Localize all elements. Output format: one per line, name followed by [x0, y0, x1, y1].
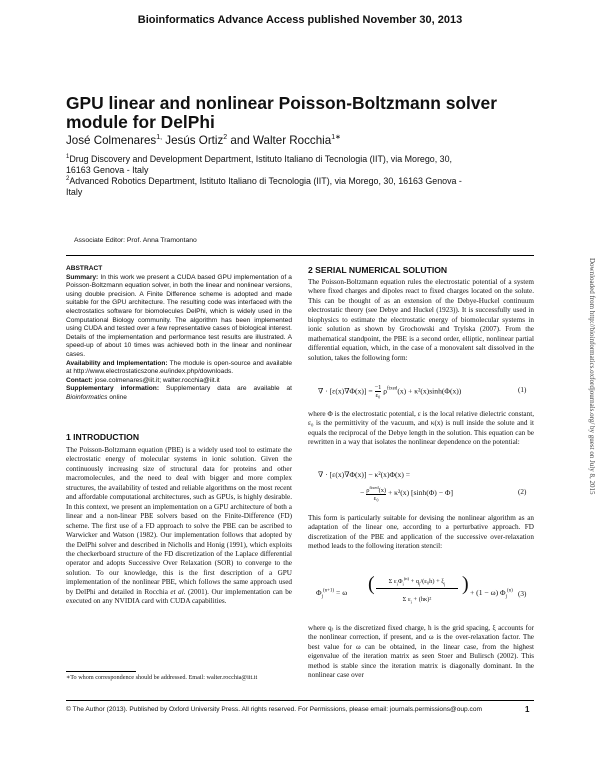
- equation-number: (2): [518, 488, 527, 496]
- serial-p1: The Poisson-Boltzmann equation rules the electrostatic potential of a system where fixed charges and dipoles react to fixed charges located on the solute. This can be thought of as an extension of the Debye-Huckel continuum electrostatic theory (see Debye and Huckel (1923)). It is successfully used in biophysics to estimate the electrostatic energy of biomolecular systems in ionic solution as shown by Grochowski and Trylska (2007). From the mathematical standpoint, the PBE is a second order, elliptic, nonlinear partial differential equation, which, in the case of a monovalent salt dissolved in the solution, takes the following form:: [308, 278, 534, 362]
- affiliation-num: 2: [66, 176, 70, 182]
- affiliation-text: Drug Discovery and Development Department, Istituto Italiano di Tecnologia (IIT), via Morego, 30, 16163 Genova - Italy: [66, 153, 452, 175]
- author-and: and: [230, 133, 250, 147]
- contact-label: Contact:: [66, 376, 93, 384]
- supp-label: Supplementary information:: [66, 385, 160, 393]
- summary-text: In this work we present a CUDA based GPU implementation of a Poisson-Boltzmann equation solver, in both the linear and nonlinear versions, using double precision. A Finite Difference scheme is adopted and made suitable for the GPU architecture. The resulting code was interfaced with the electrostatics software for biomolecules DelPhi, which is widely used in the Computational Biology community. The algorithm has been implemented using CUDA and tested over a few representative cases of biological interest. Details of the implementation and performance test results are illustrated. A speed-up of about 10 times was achieved both in the linear and nonlinear cases.: [66, 273, 292, 358]
- supp-journal: Bioinformatics: [66, 393, 108, 401]
- paper-title: GPU linear and nonlinear Poisson-Boltzmann solver module for DelPhi: [66, 93, 497, 132]
- affiliation-text: Advanced Robotics Department, Istituto Italiano di Tecnologia (IIT), via Morego, 30, 16163 Genova - Italy: [66, 175, 462, 197]
- affiliation-num: 1: [66, 154, 70, 160]
- summary-label: Summary:: [66, 273, 99, 281]
- availability-text: The module is open-source and available at http://www.electrostaticszone.eu/index.php/downloads.: [66, 359, 292, 376]
- footnote: ∗To whom correspondence should be addressed. Email: walter.rocchia@iit.it: [66, 674, 258, 681]
- intro-body: [66, 446, 292, 607]
- equation-number: (1): [518, 386, 527, 394]
- contact-text: jose.colmenares@iit.it; walter.rocchia@iit.it: [94, 376, 220, 384]
- author: Walter Rocchia: [253, 133, 332, 147]
- intro-text-end: (2001). Our implementation can be executed on any NVIDIA card with CUDA capabilities.: [66, 587, 293, 606]
- author-list: [66, 133, 341, 147]
- download-note-text[interactable]: Downloaded from http://bioinformatics.oxfordjournals.org/ by guest on July 8, 2015: [588, 258, 596, 495]
- section-heading: 1 INTRODUCTION: [66, 432, 140, 442]
- author-sup: 2: [223, 134, 228, 141]
- associate-editor: Associate Editor: Prof. Anna Tramontano: [74, 237, 197, 244]
- intro-text: The Poisson-Boltzmann equation (PBE) is a widely used tool to estimate the electrostatic energy of molecular systems in ionic solution. Given the continuously increasing size of structural data for proteins and other macromolecules, and the need to deal with bigger and more complex structures, the availability of tested and reliable algorithms on the most recent and affordable computational architectures, such as GPUs, is highly desirable. In this context, we present an implementation on a GPU architecture of both a linear and a non-linear PBE solvers based on the Finite-Difference (FD) scheme. The first use of a FD approach to solve the PBE can be ascribed to Warwicker and Watson (1982). Our implementation follows that adopted by the DelPhi solver and described in Nicholls and Honig (1991), which exploits the checkerboard structure of the FD discretization of the Laplace differential operator and adopts Successive Over Relaxation (SOR) to converge to the solution. To our knowledge, this is the first description of a GPU implementation of the nonlinear PBE, which follows the same approach used by DelPhi and detailed in Rocchia: [66, 446, 292, 596]
- affiliation: [66, 174, 466, 198]
- copyright: © The Author (2013). Published by Oxford University Press. All rights reserved. For Permissions, please email: journals.permissions@oup.com: [66, 706, 483, 713]
- equation-2: ∇ · [ε(x)∇Φ(x)] − κ²(x)Φ(x) = − $\rho^{fixed}(x)$ ε₀ + κ²(x) [sinh(Φ) − Φ]: [318, 470, 453, 503]
- author: José Colmenares: [66, 133, 157, 147]
- author-sup: 1,: [156, 134, 163, 141]
- footnote-rule: [66, 671, 136, 672]
- serial-p4: where qⱼ is the discretized fixed charge, h is the grid spacing, ξ accounts for the nonlinear correction, if present, and ω is the over-relaxation factor. The best value for ω can be obtained, in the linear case, from the highest eigenvalue of the iteration matrix as seen Stoer and Bulirsch (2002). This method is stable since the iteration matrix is diagonally dominant. In the nonlinear case over: [308, 624, 534, 680]
- equation-1: ∇ · [ε(x)∇Φ(x)] = $\frac{-1}{\text{ε₀}}$ $\rho^{fixed}(x) + \kappa^2(x)\sinh(\Phi(x))$: [318, 384, 462, 399]
- journal-header: Bioinformatics Advance Access published November 30, 2013: [137, 14, 463, 26]
- download-note: [586, 258, 596, 643]
- footer-rule: [66, 700, 534, 701]
- author-sup: 1∗: [331, 134, 341, 141]
- intro-etal: et al.: [170, 587, 186, 596]
- equation-3: $\Phi_j^{(n+1)} = \omega$ ( Σ $\varepsilon_i\Phi_i^{(n)} + q_j/(\varepsilon_0h) + \xi_j$ Σ $\varepsilon_i + (h\kappa)^2$ ) + (1 − ω) $\Phi_j^{(n)}$: [316, 573, 513, 605]
- divider: [66, 255, 534, 256]
- serial-p3: This form is particularly suitable for devising the nonlinear algorithm as an adaptation of the linear one, according to a perturbative approach. FD discretization of the PBE and application of the successive over-relaxation method leads to the following iteration stencil:: [308, 514, 534, 551]
- abstract: [66, 265, 292, 403]
- supp-text: Supplementary data are available at: [165, 385, 292, 393]
- abstract-heading: ABSTRACT: [66, 265, 103, 272]
- section-heading: 2 SERIAL NUMERICAL SOLUTION: [308, 265, 448, 275]
- author: Jesús Ortiz: [165, 133, 224, 147]
- serial-p2: where Φ is the electrostatic potential, ε is the local relative dielectric constant, ε₀ is the permittivity of the vacuum, and κ(x) is null inside the solute and it equals the reciprocal of the Debye length in the solution. This equation can be rewritten in a way that isolates the nonlinear dependence on the potential:: [308, 410, 534, 447]
- supp-end: online: [109, 393, 127, 401]
- page-number: 1: [525, 705, 530, 714]
- equation-number: (3): [518, 590, 527, 598]
- availability-label: Availability and Implementation:: [66, 359, 168, 367]
- affiliation: [66, 152, 466, 176]
